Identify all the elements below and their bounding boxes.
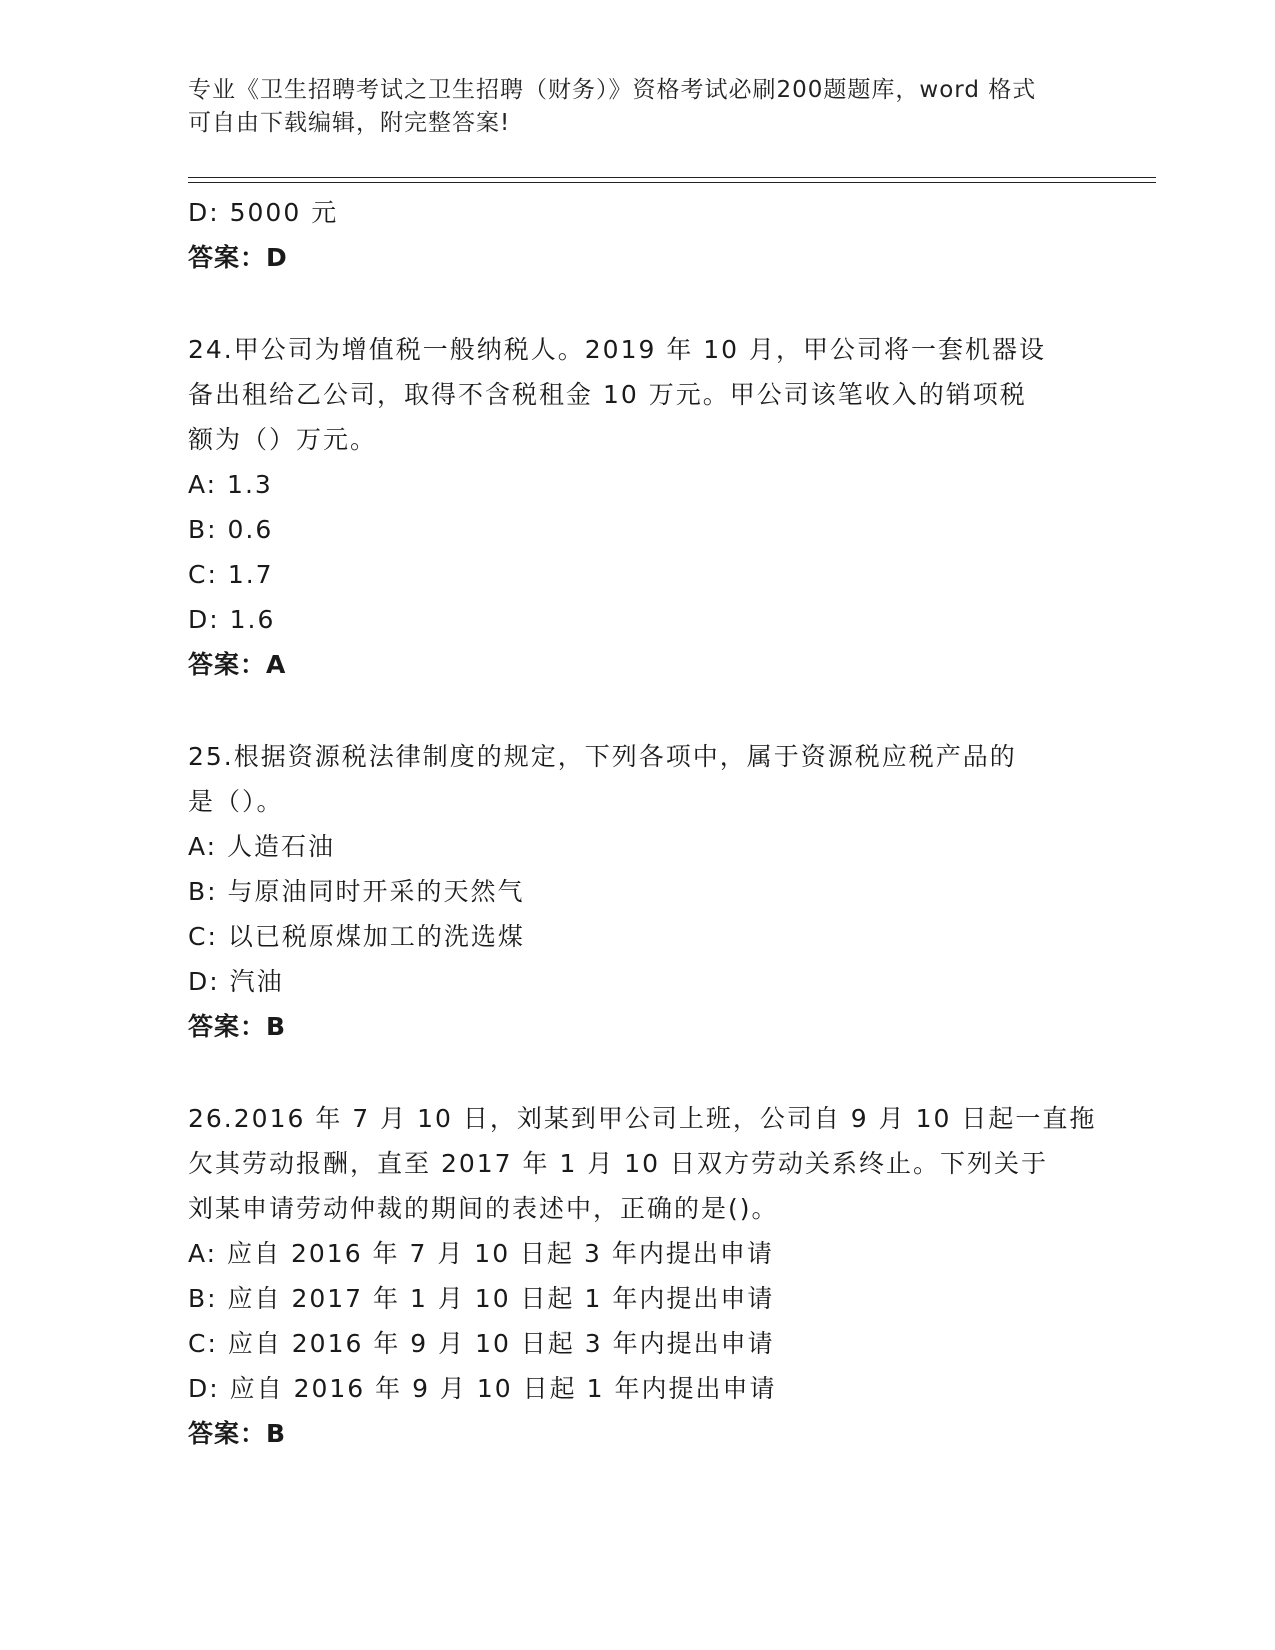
header-divider-bottom [188, 182, 1156, 183]
question-stem-line: 额为（）万元。 [188, 425, 378, 454]
spacer [188, 687, 1088, 734]
question-stem-line: 备出租给乙公司，取得不含税租金 10 万元。甲公司该笔收入的销项税 [188, 380, 1027, 409]
answer-text: 答案：D [188, 243, 288, 272]
question-list [188, 190, 1097, 1456]
header-title-line-2: 可自由下载编辑，附完整答案! [188, 110, 511, 136]
option-d: D: 汽油 [188, 967, 284, 996]
option-b: B: 与原油同时开采的天然气 [188, 877, 525, 906]
option-c: C: 应自 2016 年 9 月 10 日起 3 年内提出申请 [188, 1329, 775, 1358]
prev-question-tail [188, 190, 1088, 280]
question-stem-line: 25.根据资源税法律制度的规定，下列各项中，属于资源税应税产品的 [188, 742, 1017, 771]
question-24 [188, 327, 1088, 687]
answer-text: 答案：A [188, 650, 287, 679]
option-d: D: 5000 元 [188, 198, 339, 227]
question-stem-line: 欠其劳动报酬，直至 2017 年 1 月 10 日双方劳动关系终止。下列关于 [188, 1149, 1049, 1178]
option-a: A: 1.3 [188, 470, 273, 499]
question-26 [188, 1096, 1097, 1456]
answer-text: 答案：B [188, 1012, 287, 1041]
header-title-line-1: 专业《卫生招聘考试之卫生招聘（财务）》资格考试必刷200题题库，word 格式 [188, 77, 1037, 103]
question-stem-line: 刘某申请劳动仲裁的期间的表述中，正确的是()。 [188, 1194, 779, 1223]
option-d: D: 1.6 [188, 605, 276, 634]
spacer [188, 280, 1088, 327]
option-a: A: 应自 2016 年 7 月 10 日起 3 年内提出申请 [188, 1239, 774, 1268]
question-stem-line: 24.甲公司为增值税一般纳税人。2019 年 10 月，甲公司将一套机器设 [188, 335, 1047, 364]
option-b: B: 0.6 [188, 515, 274, 544]
answer-text: 答案：B [188, 1419, 287, 1448]
question-25 [188, 734, 1088, 1049]
page-header [188, 74, 1088, 140]
spacer [188, 1049, 1088, 1096]
question-stem-line: 26.2016 年 7 月 10 日，刘某到甲公司上班，公司自 9 月 10 日起一直拖 [188, 1104, 1097, 1133]
option-c: C: 以已税原煤加工的洗选煤 [188, 922, 525, 951]
option-c: C: 1.7 [188, 560, 274, 589]
option-a: A: 人造石油 [188, 832, 336, 861]
option-b: B: 应自 2017 年 1 月 10 日起 1 年内提出申请 [188, 1284, 775, 1313]
question-stem-line: 是（）。 [188, 787, 284, 816]
option-d: D: 应自 2016 年 9 月 10 日起 1 年内提出申请 [188, 1374, 777, 1403]
header-divider-top [188, 177, 1156, 178]
